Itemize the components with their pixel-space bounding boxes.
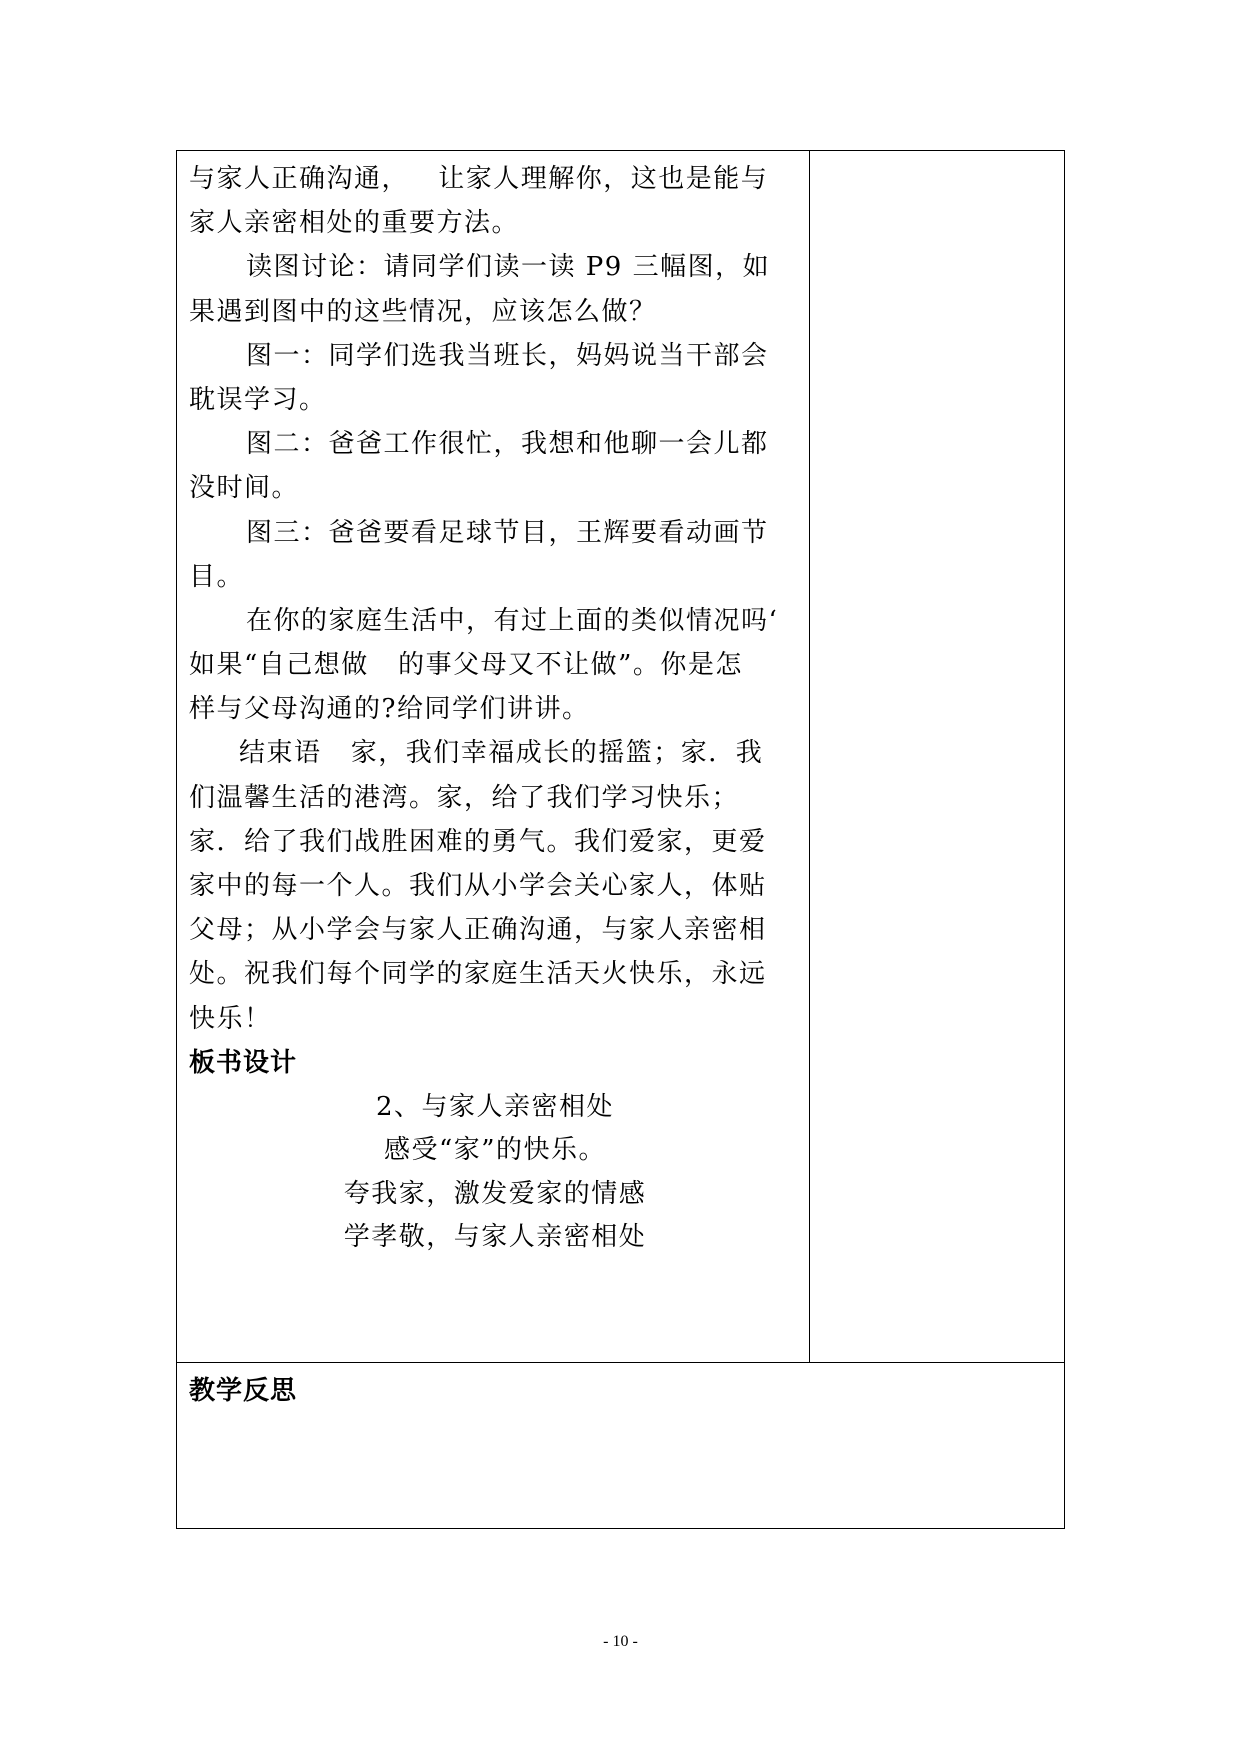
text-line: 与家人正确沟通， 让家人理解你，这也是能与: [189, 164, 769, 194]
page-number: - 10 -: [603, 1633, 638, 1650]
text-line: 家中的每一个人。我们从小学会关心家人，体贴: [189, 871, 767, 901]
column-divider: [809, 151, 810, 1362]
text-line: 家．给了我们战胜困难的勇气。我们爱家，更爱: [189, 826, 767, 857]
board-line: 夸我家，激发爱家的情感: [343, 1178, 647, 1209]
text-line: 快乐！: [189, 1003, 272, 1034]
text-line: 图一：同学们选我当班长，妈妈说当干部会: [246, 340, 769, 371]
text-line: 结束语 家，我们幸福成长的摇篮；家．我: [239, 738, 764, 769]
text-line: 在你的家庭生活中，有过上面的类似情况吗‘: [246, 605, 779, 636]
board-line: 学孝敬，与家人亲密相处: [343, 1222, 647, 1253]
text-line: 图三：爸爸要看足球节目，王辉要看动画节: [246, 517, 769, 548]
text-line: 目。: [189, 561, 245, 592]
text-line: 处。祝我们每个同学的家庭生活天火快乐，永远: [189, 959, 767, 990]
text-line: 父母；从小学会与家人正确沟通，与家人亲密相: [189, 915, 767, 946]
text-line: 们温馨生活的港湾。家，给了我们学习快乐；: [189, 782, 740, 813]
text-line: 耽误学习。: [189, 384, 327, 415]
text-line: 样与父母沟通的?给同学们讲讲。: [189, 694, 590, 725]
row-divider: [177, 1362, 1064, 1363]
text-line: 读图讨论：请同学们读一读 P9 三幅图，如: [246, 252, 771, 283]
text-line: 家人亲密相处的重要方法。: [189, 208, 520, 239]
lesson-plan-table: [176, 150, 1065, 1529]
teaching-reflection-heading: 教学反思: [189, 1376, 298, 1406]
board-line: 感受“家”的快乐。: [383, 1135, 607, 1166]
board-line: 2、与家人亲密相处: [375, 1091, 615, 1122]
text-line: 没时间。: [189, 473, 300, 504]
text-line: 如果“自己想做 的事父母又不让做”。你是怎: [189, 650, 743, 681]
board-design-content: [189, 1085, 801, 1259]
lesson-content-cell: [189, 157, 801, 1259]
text-line: 图二：爸爸工作很忙，我想和他聊一会儿都: [246, 429, 769, 460]
text-line: 果遇到图中的这些情况，应该怎么做？: [189, 296, 657, 327]
board-design-heading: 板书设计: [189, 1047, 298, 1078]
